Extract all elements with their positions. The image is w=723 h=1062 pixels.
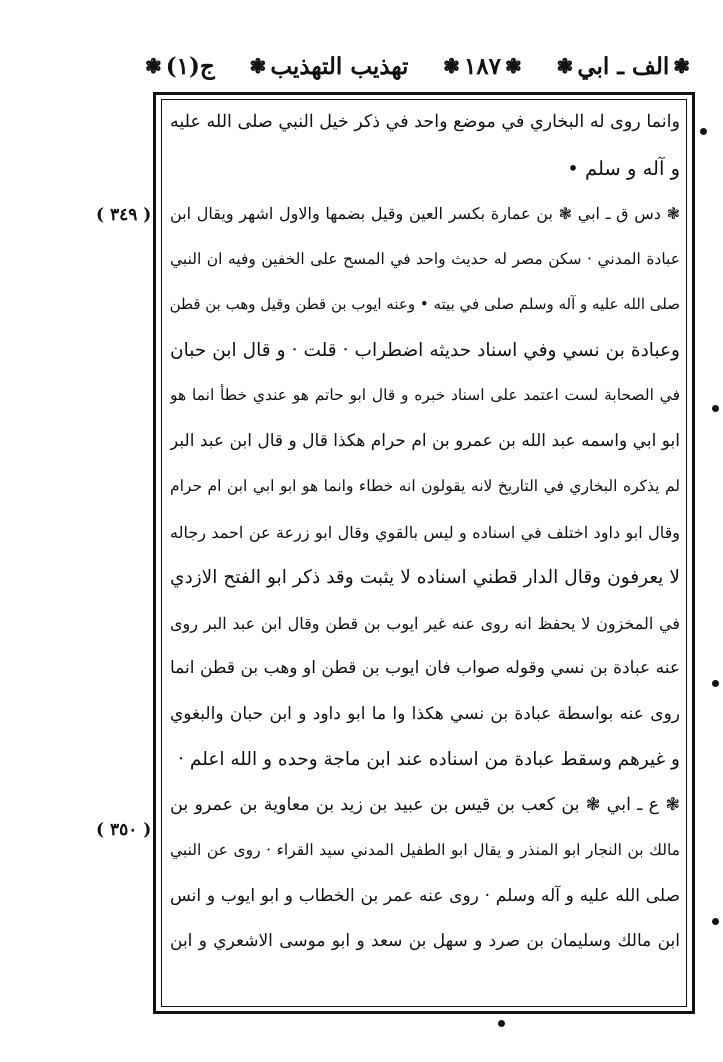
text-line: لم يذكره البخاري في التاريخ لانه يقولون انه خطاء وانما هو ابو ابي ابن ام حرام <box>170 477 680 495</box>
header-section <box>557 53 690 80</box>
section-title: الف ـ ابي <box>577 52 670 80</box>
header-volume <box>145 53 215 80</box>
header-volume-label: ج(١) <box>165 52 215 80</box>
text-line: وقال ابو داود اختلف في اسناده و ليس بالقوي وقال ابو زرعة عن احمد رجاله <box>170 522 680 542</box>
text-line: في الصحابة لست اعتمد على اسناد خبره و قال ابو حاتم هو عندي خطأ انما هو <box>170 386 680 404</box>
text-line: ❃ ع ـ ابي ❃ بن كعب بن قيس بن عبيد بن زيد بن معاوية بن عمرو بن <box>170 794 680 815</box>
ornament-icon: ❃ <box>505 54 522 78</box>
text-line: و آله و سلم • <box>567 156 680 180</box>
text-line: عبادة المدني · سكن مصر له حديث واحد في المسح على الخفين وفيه ان النبي <box>170 249 680 268</box>
text-line: عنه عبادة بن نسي وقوله صواب فان ايوب بن قطن او وهب بن قطن انما <box>170 658 680 678</box>
header-book-title <box>250 53 409 80</box>
text-line: مالك بن النجار ابو المنذر و يقال ابو الطفيل المدني سيد القراء · روى عن النبي <box>170 841 680 859</box>
margin-dot <box>712 405 719 412</box>
text-line: و غيرهم وسقط عبادة من اسناده عند ابن ماجة وحده و الله اعلم · <box>178 749 680 770</box>
text-line: ابن مالك وسليمان بن صرد و سهل بن سعد و ابو موسى الاشعري و ابن <box>170 931 680 951</box>
body-text <box>170 100 680 1000</box>
text-line: صلى الله عليه و آله وسلم · روى عنه عمر بن الخطاب و ابو ايوب و انس <box>170 885 680 906</box>
text-line: روى عنه بواسطة عبادة بن نسي هكذا وا ما ابو داود و ابن حبان والبغوي <box>170 703 680 724</box>
ornament-icon: ❃ <box>249 54 267 78</box>
text-line: ابو ابي واسمه عبد الله بن عمرو بن ام حرام هكذا قال و قال ابن عبد البر <box>170 430 680 451</box>
text-line: لا يعرفون وقال الدار قطني اسناده لا يثبت وقد ذكر ابو الفتح الازدي <box>170 567 680 588</box>
ornament-icon: ❃ <box>443 54 460 78</box>
text-line: في المخزون لا يحفظ انه روى عنه غير ايوب بن قطن وقال ابن عبد البر روى <box>170 613 680 633</box>
page-header <box>145 42 690 90</box>
margin-entry-number: ( ٣٥٠ ) <box>96 820 152 840</box>
text-line: ❃ دس ق ـ ابي ❃ بن عمارة بكسر العين وقيل بضمها والاول اشهر ويقال ابن <box>170 204 680 223</box>
margin-dot <box>712 680 719 687</box>
ornament-icon: ❃ <box>145 54 162 78</box>
margin-entry-number: ( ٣٤٩ ) <box>96 205 152 225</box>
ornament-icon: ❃ <box>673 54 690 78</box>
ornament-icon: ❃ <box>556 54 574 78</box>
book-title: تهذيب التهذيب <box>270 52 409 80</box>
header-page-number <box>443 53 522 80</box>
margin-dot <box>700 128 707 135</box>
page-number: ١٨٧ <box>463 52 501 80</box>
margin-dot <box>712 918 719 925</box>
margin-dot <box>498 1020 505 1027</box>
text-line: وعبادة بن نسي وفي اسناد حديثه اضطراب · قلت · و قال ابن حبان <box>170 339 680 361</box>
text-line: صلى الله عليه و آله وسلم صلى في بيته • وعنه ايوب بن قطن وقيل وهب بن قطن <box>170 295 680 313</box>
text-line: وانما روى له البخاري في موضع واحد في ذكر خيل النبي صلى الله عليه <box>170 112 680 132</box>
